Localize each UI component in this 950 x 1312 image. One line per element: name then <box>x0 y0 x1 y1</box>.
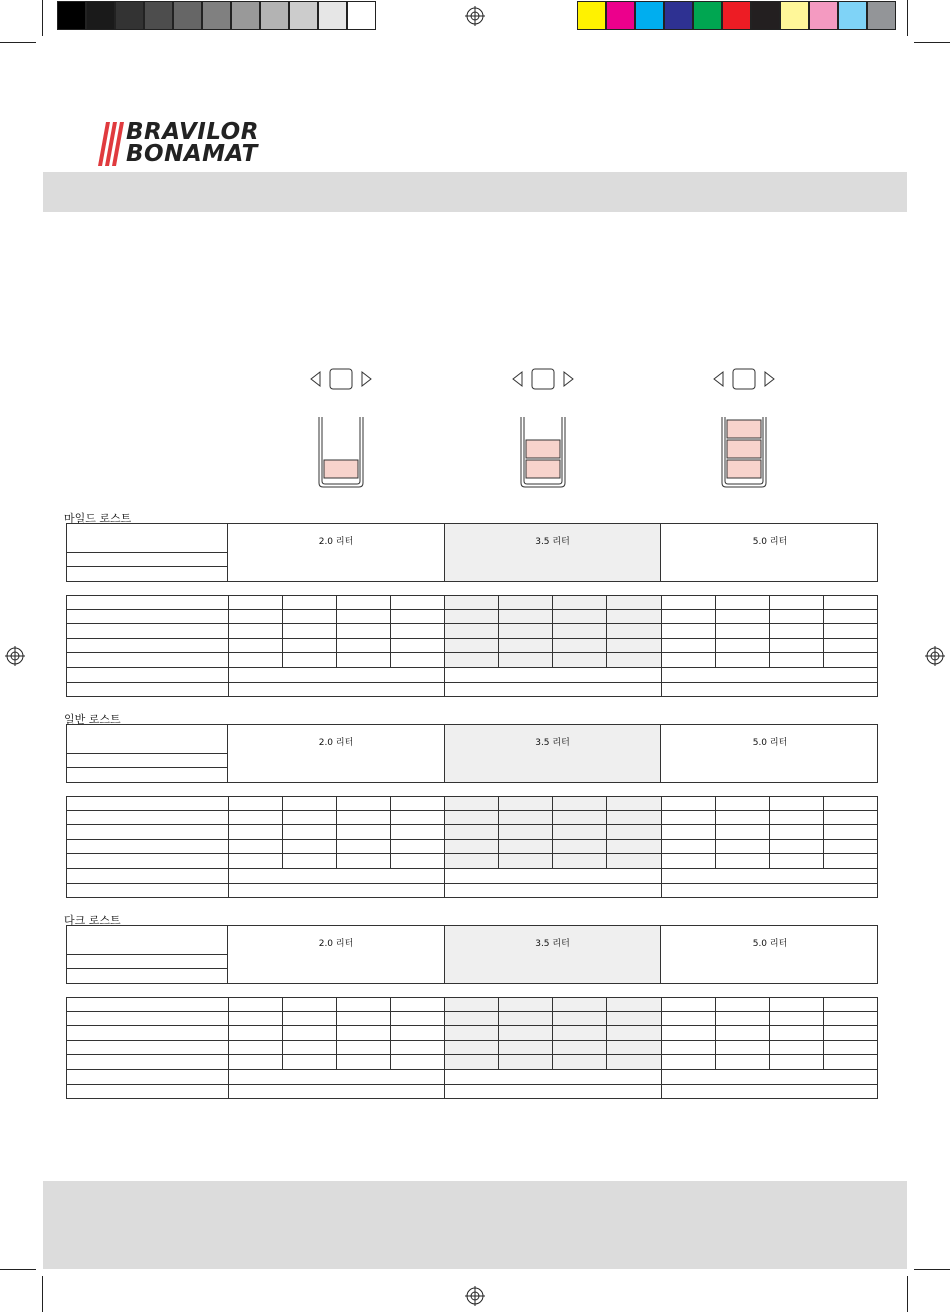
table-column-line <box>498 797 499 868</box>
color-swatch <box>664 1 693 30</box>
registration-mark-icon <box>465 1286 485 1306</box>
brew-settings-table <box>66 595 878 697</box>
table-column-line <box>715 998 716 1069</box>
crop-mark <box>42 1276 43 1312</box>
grey-swatch <box>289 1 318 30</box>
table-column-line <box>661 998 662 1098</box>
table-column-line <box>444 596 445 696</box>
logo-stripes-icon <box>98 122 126 166</box>
volume-column-header: 5.0 리터 <box>752 738 788 748</box>
brew-settings-table <box>66 997 878 1099</box>
table-column-line <box>390 797 391 868</box>
section-title: 마일드 로스트 <box>64 512 132 525</box>
table-column-line <box>715 797 716 868</box>
grey-swatch <box>173 1 202 30</box>
logo-text-line2: BONAMAT <box>126 141 258 167</box>
table-row-line <box>67 652 877 653</box>
table-column-line <box>444 797 445 897</box>
registration-mark-icon <box>925 646 945 666</box>
table-row-line <box>67 682 877 683</box>
volume-header-table <box>66 523 878 582</box>
table-row-line <box>67 853 877 854</box>
grey-swatch <box>57 1 86 30</box>
volume-header-table <box>66 724 878 783</box>
crop-mark <box>914 42 950 43</box>
table-row-line <box>67 623 877 624</box>
table-column-line <box>661 596 662 696</box>
grey-swatch <box>86 1 115 30</box>
volume-column-header: 3.5 리터 <box>444 524 661 581</box>
volume-column-header: 3.5 리터 <box>444 725 661 782</box>
crop-mark <box>907 0 908 36</box>
color-swatch <box>809 1 838 30</box>
grey-swatch <box>202 1 231 30</box>
table-column-line <box>769 797 770 868</box>
table-column-line <box>823 596 824 667</box>
table-row-line <box>67 1040 877 1041</box>
table-column-line <box>606 596 607 667</box>
table-row-line <box>67 839 877 840</box>
color-swatch <box>867 1 896 30</box>
color-swatch <box>606 1 635 30</box>
table-row-line <box>67 1025 877 1026</box>
table-row-line <box>67 810 877 811</box>
crop-mark <box>914 1269 950 1270</box>
header-band <box>43 172 907 212</box>
header-label-cell <box>67 524 228 581</box>
brewer-2-container-icon <box>498 365 588 490</box>
table-row-line <box>67 638 877 639</box>
table-column-line <box>823 797 824 868</box>
table-column-line <box>606 998 607 1069</box>
color-swatch <box>722 1 751 30</box>
logo-text-line1: BRAVILOR <box>126 119 259 145</box>
table-column-line <box>282 596 283 667</box>
brewer-3-container-icon <box>699 365 789 490</box>
registration-mark-icon <box>5 646 25 666</box>
grey-swatch <box>231 1 260 30</box>
table-row-line <box>67 609 877 610</box>
crop-mark <box>0 1269 36 1270</box>
table-row-line <box>67 883 877 884</box>
grey-swatch <box>144 1 173 30</box>
grey-swatch <box>347 1 376 30</box>
color-swatch <box>577 1 606 30</box>
table-column-line <box>228 596 229 696</box>
header-label-cell <box>67 725 228 782</box>
table-column-line <box>336 596 337 667</box>
color-swatch <box>780 1 809 30</box>
section-title: 다크 로스트 <box>64 914 121 927</box>
table-column-line <box>498 596 499 667</box>
crop-mark <box>907 1276 908 1312</box>
table-column-line <box>444 998 445 1098</box>
table-row-line <box>67 868 877 869</box>
table-column-line <box>390 596 391 667</box>
volume-column-header: 2.0 리터 <box>318 738 354 748</box>
volume-column-header: 3.5 리터 <box>444 926 661 983</box>
table-column-line <box>282 998 283 1069</box>
table-column-line <box>282 797 283 868</box>
volume-column-header: 2.0 리터 <box>318 939 354 949</box>
table-row-line <box>67 1054 877 1055</box>
table-column-line <box>661 797 662 897</box>
color-swatch <box>751 1 780 30</box>
color-swatch <box>693 1 722 30</box>
table-column-line <box>552 596 553 667</box>
table-column-line <box>769 998 770 1069</box>
brew-settings-table <box>66 796 878 898</box>
grey-swatch <box>318 1 347 30</box>
table-column-line <box>336 797 337 868</box>
table-column-line <box>769 596 770 667</box>
section-title: 일반 로스트 <box>64 713 121 726</box>
color-swatch <box>635 1 664 30</box>
table-column-line <box>390 998 391 1069</box>
volume-column-header: 5.0 리터 <box>752 939 788 949</box>
table-column-line <box>552 998 553 1069</box>
table-column-line <box>552 797 553 868</box>
table-column-line <box>498 998 499 1069</box>
table-row-line <box>67 824 877 825</box>
table-column-line <box>228 797 229 897</box>
table-column-line <box>823 998 824 1069</box>
volume-header-table <box>66 925 878 984</box>
table-column-line <box>336 998 337 1069</box>
color-swatch <box>838 1 867 30</box>
footer-band <box>43 1181 907 1269</box>
table-column-line <box>606 797 607 868</box>
table-row-line <box>67 1069 877 1070</box>
crop-mark <box>42 0 43 36</box>
volume-column-header: 5.0 리터 <box>752 537 788 547</box>
table-row-line <box>67 1011 877 1012</box>
table-column-line <box>228 998 229 1098</box>
registration-mark-icon <box>465 6 485 26</box>
table-row-line <box>67 667 877 668</box>
grey-swatch <box>260 1 289 30</box>
brewer-1-container-icon <box>296 365 386 490</box>
grey-swatch <box>115 1 144 30</box>
table-column-line <box>715 596 716 667</box>
table-row-line <box>67 1084 877 1085</box>
volume-column-header: 2.0 리터 <box>318 537 354 547</box>
header-label-cell <box>67 926 228 983</box>
crop-mark <box>0 42 36 43</box>
